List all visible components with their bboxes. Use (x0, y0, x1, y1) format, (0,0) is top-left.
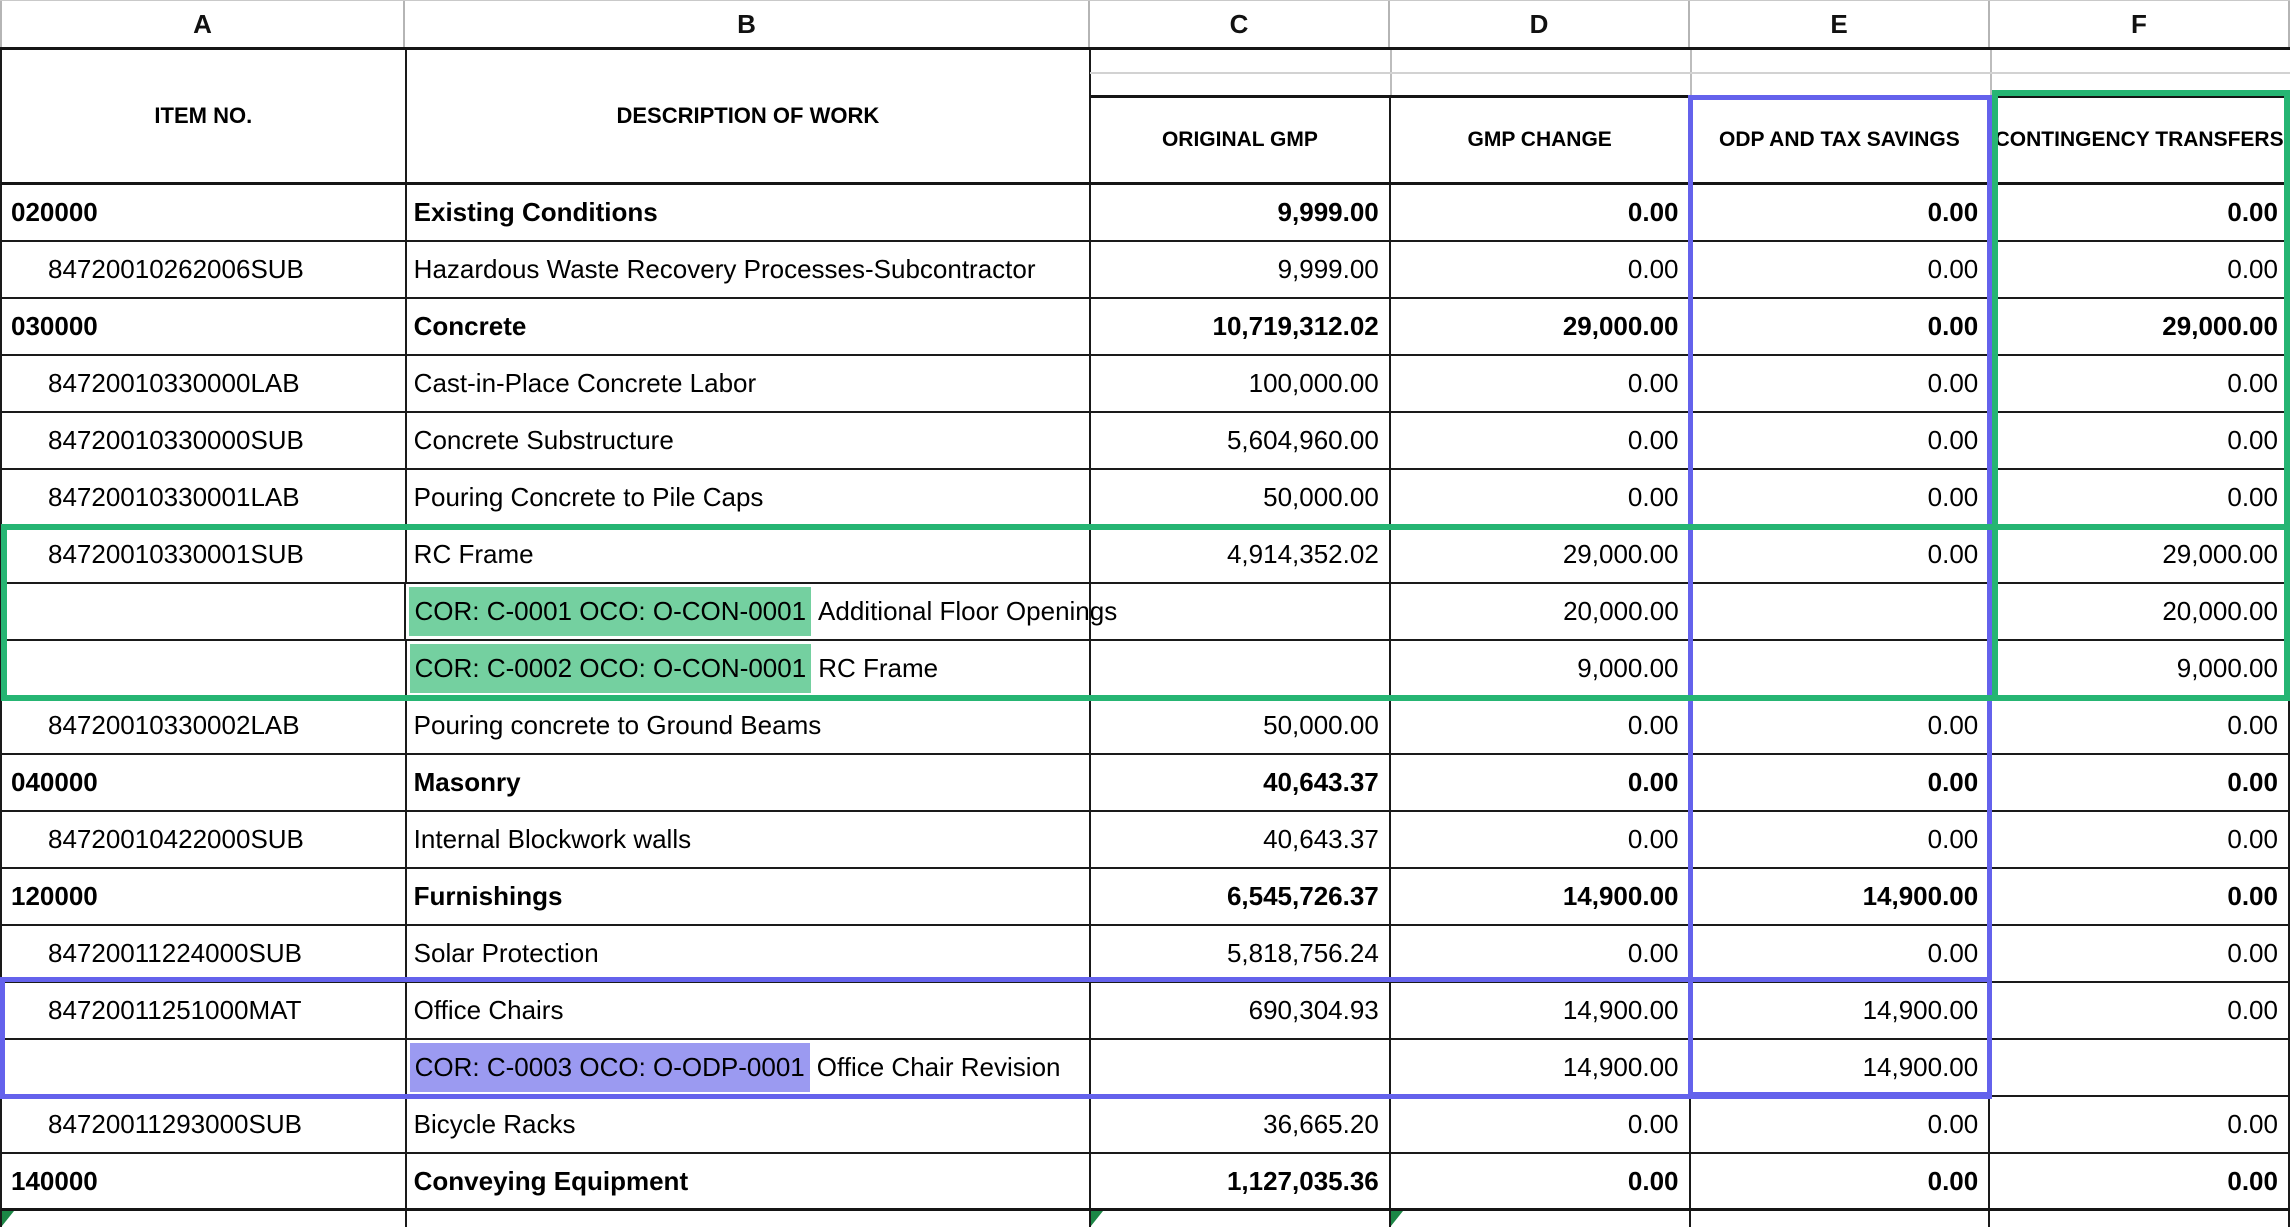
header-odp-and-tax-savings-cell[interactable] (1691, 50, 1991, 182)
cell-gmp-change[interactable]: 0.00 (1391, 755, 1691, 810)
cell-gmp-change[interactable]: 29,000.00 (1391, 527, 1691, 582)
cell-original-gmp[interactable]: 100,000.00 (1091, 356, 1391, 411)
cell-contingency-transfers[interactable]: 0.00 (1990, 812, 2290, 867)
cell-description[interactable]: Furnishings (407, 869, 1091, 924)
table-row (0, 1040, 2290, 1097)
table-row (0, 698, 2290, 755)
cell-gmp-change[interactable]: 20,000.00 (1391, 584, 1691, 639)
cell-description[interactable]: Bicycle Racks (407, 1097, 1091, 1152)
cell-contingency-transfers[interactable] (1990, 1211, 2290, 1227)
cell-contingency-transfers[interactable]: 0.00 (1990, 413, 2290, 468)
cell-contingency-transfers[interactable]: 29,000.00 (1990, 299, 2290, 354)
cell-original-gmp[interactable]: 6,545,726.37 (1091, 869, 1391, 924)
error-indicator-icon (2, 1211, 14, 1226)
cell-original-gmp[interactable] (1091, 641, 1391, 696)
cell-odp-and-tax-savings[interactable]: 0.00 (1691, 356, 1991, 411)
cell-gmp-change[interactable]: 0.00 (1391, 185, 1691, 240)
table-row (0, 869, 2290, 926)
cell-description[interactable]: Solar Protection (407, 926, 1091, 981)
cell-item-no[interactable]: 140000 (2, 1154, 407, 1208)
cell-contingency-transfers[interactable]: 0.00 (1990, 356, 2290, 411)
column-letter-f[interactable]: F (1990, 1, 2290, 47)
cell-gmp-change[interactable]: 0.00 (1391, 1154, 1691, 1208)
cell-description[interactable] (407, 641, 1091, 696)
cell-item-no[interactable] (2, 641, 407, 696)
cell-original-gmp[interactable]: 9,999.00 (1091, 185, 1391, 240)
cell-odp-and-tax-savings[interactable]: 0.00 (1691, 527, 1991, 582)
cell-odp-and-tax-savings[interactable]: 0.00 (1691, 812, 1991, 867)
table-row (0, 527, 2290, 584)
cell-odp-and-tax-savings[interactable] (1691, 584, 1991, 639)
cell-item-no[interactable]: 84720011251000MAT (2, 983, 407, 1038)
cell-gmp-change[interactable]: 0.00 (1391, 698, 1691, 753)
cell-contingency-transfers[interactable]: 9,000.00 (1990, 641, 2290, 696)
cell-gmp-change[interactable]: 0.00 (1391, 356, 1691, 411)
header-item-no[interactable]: ITEM NO. (2, 50, 407, 182)
cell-gmp-change[interactable]: 0.00 (1391, 926, 1691, 981)
header-row (0, 50, 2290, 185)
cell-odp-and-tax-savings[interactable]: 0.00 (1691, 1097, 1991, 1152)
column-letter-b[interactable]: B (405, 1, 1090, 47)
table-row (0, 812, 2290, 869)
cell-original-gmp[interactable] (1091, 584, 1391, 639)
table-row (0, 926, 2290, 983)
cell-item-no[interactable]: 84720011293000SUB (2, 1097, 407, 1152)
cell-contingency-transfers[interactable]: 29,000.00 (1990, 527, 2290, 582)
header-odp-and-tax-savings: ODP AND TAX SAVINGS (1691, 95, 1991, 182)
cor-tag-highlight: COR: C-0002 OCO: O-CON-0001 (410, 644, 812, 693)
table-row (0, 413, 2290, 470)
cell-gmp-change[interactable]: 14,900.00 (1391, 869, 1691, 924)
cell-item-no[interactable]: 84720011224000SUB (2, 926, 407, 981)
table-row (0, 242, 2290, 299)
column-letter-row (0, 0, 2290, 50)
cell-gmp-change[interactable]: 14,900.00 (1391, 1040, 1691, 1095)
cor-label: Office Chair Revision (816, 1052, 1061, 1082)
cell-gmp-change[interactable]: 0.00 (1391, 413, 1691, 468)
cell-original-gmp[interactable]: 5,818,756.24 (1091, 926, 1391, 981)
table-row (0, 641, 2290, 698)
cell-original-gmp[interactable]: 9,999.00 (1091, 242, 1391, 297)
cell-odp-and-tax-savings[interactable]: 14,900.00 (1691, 983, 1991, 1038)
column-letter-a[interactable]: A (0, 1, 405, 47)
cell-odp-and-tax-savings[interactable]: 0.00 (1691, 698, 1991, 753)
cell-item-no[interactable]: 030000 (2, 299, 407, 354)
cell-item-no[interactable] (2, 1040, 407, 1095)
cell-odp-and-tax-savings[interactable]: 14,900.00 (1691, 869, 1991, 924)
cell-gmp-change[interactable]: 0.00 (1391, 812, 1691, 867)
table-row (0, 584, 2290, 641)
cell-description[interactable]: Office Chairs (407, 983, 1091, 1038)
cell-original-gmp[interactable]: 36,665.20 (1091, 1097, 1391, 1152)
cell-item-no[interactable]: 84720010330002LAB (2, 698, 407, 753)
table-row (0, 755, 2290, 812)
cell-contingency-transfers[interactable]: 20,000.00 (1990, 584, 2290, 639)
cell-contingency-transfers[interactable]: 0.00 (1990, 755, 2290, 810)
header-gmp-change: GMP CHANGE (1391, 95, 1691, 182)
cell-description[interactable]: Cast-in-Place Concrete Labor (407, 356, 1091, 411)
cell-item-no[interactable] (2, 1211, 407, 1227)
cell-contingency-transfers[interactable]: 0.00 (1990, 1154, 2290, 1208)
header-description-of-work[interactable]: DESCRIPTION OF WORK (407, 50, 1091, 182)
cell-gmp-change[interactable]: 14,900.00 (1391, 983, 1691, 1038)
cell-description[interactable] (407, 1040, 1091, 1095)
cell-contingency-transfers[interactable] (1990, 1040, 2290, 1095)
cell-odp-and-tax-savings[interactable]: 0.00 (1691, 299, 1991, 354)
table-row (0, 1154, 2290, 1211)
cell-contingency-transfers[interactable]: 0.00 (1990, 926, 2290, 981)
cor-label: Additional Floor Openings (818, 596, 1118, 626)
cell-original-gmp[interactable]: 10,719,312.02 (1091, 299, 1391, 354)
column-letter-c[interactable]: C (1090, 1, 1390, 47)
cell-description[interactable]: Internal Blockwork walls (407, 812, 1091, 867)
cell-item-no[interactable]: 84720010330000SUB (2, 413, 407, 468)
cell-contingency-transfers[interactable]: 0.00 (1990, 869, 2290, 924)
cell-item-no[interactable]: 040000 (2, 755, 407, 810)
cell-contingency-transfers[interactable]: 0.00 (1990, 185, 2290, 240)
cell-description[interactable] (406, 584, 1118, 639)
cell-contingency-transfers[interactable]: 0.00 (1990, 1097, 2290, 1152)
cell-description[interactable] (407, 1211, 1091, 1227)
cell-description[interactable]: RC Frame (407, 527, 1091, 582)
cell-gmp-change[interactable]: 0.00 (1391, 1097, 1691, 1152)
table-row (0, 983, 2290, 1040)
table-row (0, 356, 2290, 413)
cell-odp-and-tax-savings[interactable]: 0.00 (1691, 926, 1991, 981)
table-row (0, 1211, 2290, 1227)
table-row (0, 470, 2290, 527)
cell-contingency-transfers[interactable]: 0.00 (1990, 983, 2290, 1038)
header-gmp-change-cell[interactable] (1391, 50, 1691, 182)
cell-gmp-change[interactable]: 0.00 (1391, 242, 1691, 297)
header-contingency-transfers-cell[interactable] (1990, 50, 2290, 182)
cell-odp-and-tax-savings[interactable]: 0.00 (1691, 242, 1991, 297)
cell-odp-and-tax-savings[interactable]: 0.00 (1691, 755, 1991, 810)
data-rows (0, 185, 2290, 1227)
cell-item-no[interactable]: 84720010422000SUB (2, 812, 407, 867)
cell-description[interactable]: Concrete Substructure (407, 413, 1091, 468)
cell-odp-and-tax-savings[interactable]: 14,900.00 (1691, 1040, 1991, 1095)
cell-odp-and-tax-savings[interactable]: 0.00 (1691, 413, 1991, 468)
header-original-gmp: ORIGINAL GMP (1091, 95, 1391, 182)
cor-tag-highlight: COR: C-0003 OCO: O-ODP-0001 (410, 1043, 810, 1092)
cell-original-gmp[interactable]: 4,914,352.02 (1091, 527, 1391, 582)
cell-odp-and-tax-savings[interactable] (1691, 1211, 1991, 1227)
cell-item-no[interactable]: 84720010330001SUB (2, 527, 407, 582)
cell-odp-and-tax-savings[interactable] (1691, 641, 1991, 696)
cell-description[interactable]: Masonry (407, 755, 1091, 810)
cell-original-gmp[interactable] (1091, 1211, 1391, 1227)
error-indicator-icon (1391, 1211, 1403, 1226)
cell-odp-and-tax-savings[interactable]: 0.00 (1691, 470, 1991, 525)
table-row (0, 1097, 2290, 1154)
cell-original-gmp[interactable]: 690,304.93 (1091, 983, 1391, 1038)
cell-contingency-transfers[interactable]: 0.00 (1990, 698, 2290, 753)
header-contingency-transfers: CONTINGENCY TRANSFERS (1990, 95, 2290, 182)
cor-label: RC Frame (818, 653, 939, 683)
cell-item-no[interactable]: 84720010330001LAB (2, 470, 407, 525)
cell-description[interactable]: Hazardous Waste Recovery Processes-Subcontractor (407, 242, 1091, 297)
cell-contingency-transfers[interactable]: 0.00 (1990, 470, 2290, 525)
cell-gmp-change[interactable] (1391, 1211, 1691, 1227)
table-row (0, 185, 2290, 242)
cell-description[interactable]: Conveying Equipment (407, 1154, 1091, 1208)
column-letter-d[interactable]: D (1390, 1, 1690, 47)
cell-gmp-change[interactable]: 9,000.00 (1391, 641, 1691, 696)
cell-original-gmp[interactable]: 50,000.00 (1091, 470, 1391, 525)
cell-item-no[interactable]: 020000 (2, 185, 407, 240)
cell-original-gmp[interactable] (1091, 1040, 1391, 1095)
cell-item-no[interactable]: 84720010262006SUB (2, 242, 407, 297)
cell-original-gmp[interactable]: 1,127,035.36 (1091, 1154, 1391, 1208)
column-letter-e[interactable]: E (1690, 1, 1990, 47)
cell-original-gmp[interactable]: 40,643.37 (1091, 812, 1391, 867)
cell-original-gmp[interactable]: 5,604,960.00 (1091, 413, 1391, 468)
cell-description[interactable]: Pouring Concrete to Pile Caps (407, 470, 1091, 525)
error-indicator-icon (1091, 1211, 1103, 1226)
header-original-gmp-cell[interactable] (1091, 50, 1391, 182)
cell-original-gmp[interactable]: 50,000.00 (1091, 698, 1391, 753)
cell-item-no[interactable]: 84720010330000LAB (2, 356, 407, 411)
cell-description[interactable]: Pouring concrete to Ground Beams (407, 698, 1091, 753)
cell-odp-and-tax-savings[interactable]: 0.00 (1691, 185, 1991, 240)
cell-contingency-transfers[interactable]: 0.00 (1990, 242, 2290, 297)
cell-description[interactable]: Concrete (407, 299, 1091, 354)
cor-tag-highlight: COR: C-0001 OCO: O-CON-0001 (409, 587, 811, 636)
cell-gmp-change[interactable]: 0.00 (1391, 470, 1691, 525)
cell-gmp-change[interactable]: 29,000.00 (1391, 299, 1691, 354)
cell-original-gmp[interactable]: 40,643.37 (1091, 755, 1391, 810)
cell-item-no[interactable]: 120000 (2, 869, 407, 924)
cell-description[interactable]: Existing Conditions (407, 185, 1091, 240)
cell-odp-and-tax-savings[interactable]: 0.00 (1691, 1154, 1991, 1208)
table-row (0, 299, 2290, 356)
cell-item-no[interactable] (2, 584, 406, 639)
